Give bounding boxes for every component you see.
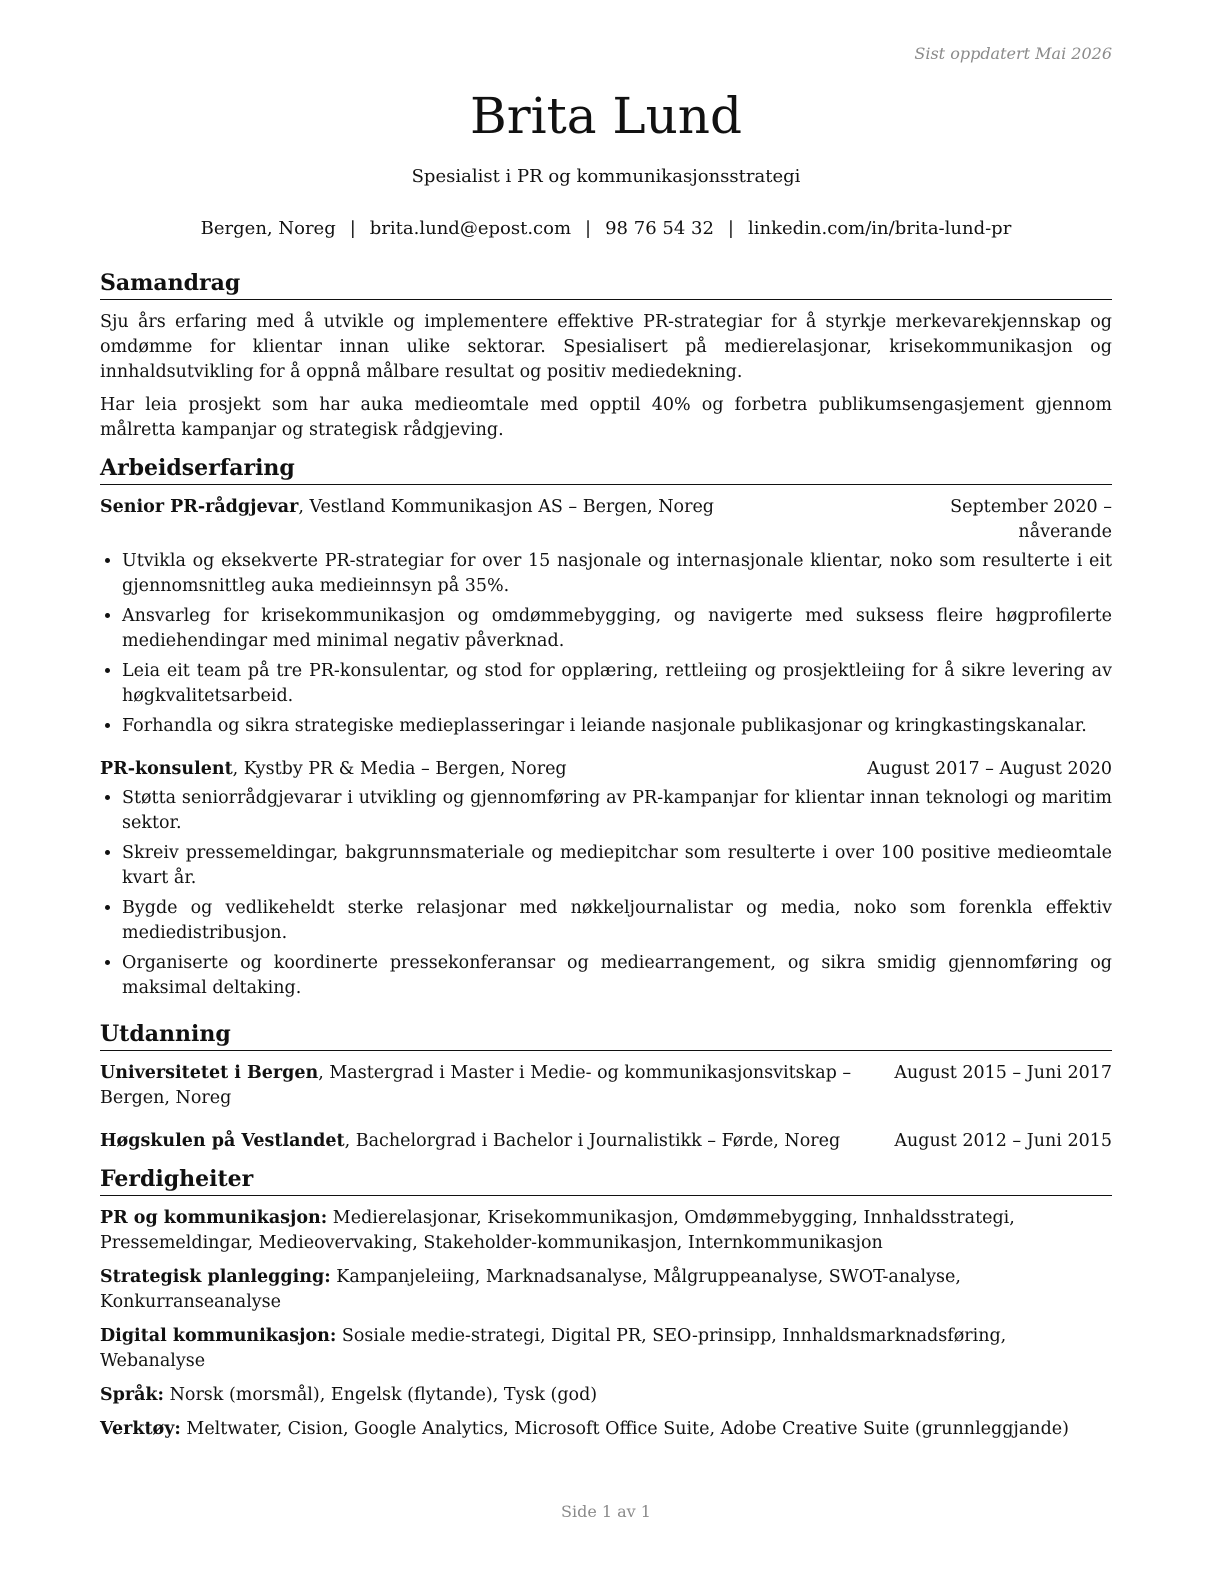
degree: , Mastergrad i Master i Medie- og kommunikasjonsvitskap – Bergen, Noreg bbox=[100, 1063, 852, 1108]
experience-section bbox=[100, 453, 1112, 1001]
summary-section bbox=[100, 268, 1112, 443]
summary-paragraph: Sju års erfaring med å utvikle og implementere effektive PR-strategiar for å styrkje merkevarekjennskap og omdømme for klientar innan ulike sektorar. Spesialisert på medierelasjonar, krisekommunikasjon og innhaldsutvikling for å oppnå målbare resultat og positiv mediedekning. bbox=[100, 312, 1112, 382]
contact-linkedin[interactable]: linkedin.com/in/brita-lund-pr bbox=[747, 218, 1012, 239]
skill-row bbox=[100, 1383, 1112, 1408]
job-header bbox=[100, 495, 1112, 545]
skill-label: Digital kommunikasjon: bbox=[100, 1326, 337, 1346]
candidate-name: Brita Lund bbox=[469, 87, 743, 145]
skill-value: Norsk (morsmål), Engelsk (flytande), Tysk (god) bbox=[164, 1385, 598, 1405]
list-item: • Ansvarleg for krisekommunikasjon og omdømmebygging, og navigerte med suksess fleire høgprofilerte mediehendingar med minimal negativ påverknad. bbox=[122, 604, 1112, 654]
skill-row bbox=[100, 1206, 1112, 1256]
list-item: • Utvikla og eksekverte PR-strategiar for over 15 nasjonale og internasjonale klientar, noko som resulterte i eit gjennomsnittleg auka medieinnsyn på 35%. bbox=[122, 549, 1112, 599]
last-updated: Sist oppdatert Mai 2026 bbox=[914, 44, 1112, 63]
section-heading: Ferdigheiter bbox=[100, 1164, 1112, 1196]
list-item: • Bygde og vedlikeheldt sterke relasjonar med nøkkeljournalistar og media, noko som forenkla effektiv mediedistribusjon. bbox=[122, 896, 1112, 946]
job-dates: August 2017 – August 2020 bbox=[867, 759, 1112, 779]
skill-label: Språk: bbox=[100, 1385, 165, 1405]
skill-value: Meltwater, Cision, Google Analytics, Microsoft Office Suite, Adobe Creative Suite (grunnleggjande) bbox=[180, 1419, 1069, 1439]
school-name: Universitetet i Bergen bbox=[100, 1063, 319, 1083]
degree: , Bachelorgrad i Bachelor i Journalistikk – Førde, Noreg bbox=[344, 1131, 841, 1151]
list-item: • Organiserte og koordinerte pressekonferansar og mediearrangement, og sikra smidig gjennomføring og maksimal deltaking. bbox=[122, 951, 1112, 1001]
list-item: • Skreiv pressemeldingar, bakgrunnsmateriale og mediepitchar som resulterte i over 100 positive medieomtale kvart år. bbox=[122, 841, 1112, 891]
section-heading: Arbeidserfaring bbox=[100, 453, 1112, 485]
job-entry bbox=[100, 757, 1112, 1001]
contact-separator: | bbox=[727, 218, 734, 239]
summary-paragraph: Har leia prosjekt som har auka medieomtale med opptil 40% og forbetra publikumsengasjement gjennom målretta kampanjar og strategisk rådgjeving. bbox=[100, 395, 1112, 440]
resume-content bbox=[100, 268, 1112, 1452]
job-dates: September 2020 – nåverande bbox=[950, 497, 1112, 542]
page-number: Side 1 av 1 bbox=[561, 1502, 651, 1521]
skill-value: Kampanjeleiing, Marknadsanalyse, Målgruppeanalyse, SWOT-analyse, Konkurranseanalyse bbox=[100, 1267, 961, 1312]
contact-separator: | bbox=[585, 218, 592, 239]
skill-label: PR og kommunikasjon: bbox=[100, 1208, 328, 1228]
list-item: • Leia eit team på tre PR-konsulentar, og stod for opplæring, rettleiing og prosjektleiing for å sikre levering av høgkvalitetsarbeid. bbox=[122, 659, 1112, 709]
education-section bbox=[100, 1019, 1112, 1154]
job-employer: , Kystby PR & Media – Bergen, Noreg bbox=[232, 759, 567, 779]
skill-label: Verktøy: bbox=[100, 1419, 181, 1439]
skill-value: Sosiale medie-strategi, Digital PR, SEO-prinsipp, Innhaldsmarknadsføring, Webanalyse bbox=[100, 1326, 1007, 1371]
job-bullets bbox=[100, 549, 1112, 739]
education-entry bbox=[100, 1129, 1112, 1154]
job-employer: , Vestland Kommunikasjon AS – Bergen, Noreg bbox=[298, 497, 715, 517]
contact-email[interactable]: brita.lund@epost.com bbox=[369, 218, 572, 239]
skill-row bbox=[100, 1265, 1112, 1315]
resume-page bbox=[100, 0, 1112, 1584]
section-heading: Samandrag bbox=[100, 268, 1112, 300]
contact-phone: 98 76 54 32 bbox=[605, 218, 714, 239]
skill-row bbox=[100, 1417, 1112, 1442]
education-dates: August 2015 – Juni 2017 bbox=[894, 1063, 1112, 1083]
candidate-title: Spesialist i PR og kommunikasjonsstrategi bbox=[411, 166, 801, 187]
section-heading: Utdanning bbox=[100, 1019, 1112, 1051]
education-dates: August 2012 – Juni 2015 bbox=[894, 1131, 1112, 1151]
contact-line bbox=[100, 218, 1112, 239]
skill-label: Strategisk planlegging: bbox=[100, 1267, 331, 1287]
list-item: • Forhandla og sikra strategiske medieplasseringar i leiande nasjonale publikasjonar og kringkastingskanalar. bbox=[122, 714, 1112, 739]
skill-row bbox=[100, 1324, 1112, 1374]
job-entry bbox=[100, 495, 1112, 739]
skills-section bbox=[100, 1164, 1112, 1442]
job-title: PR-konsulent bbox=[100, 759, 233, 779]
education-entry bbox=[100, 1061, 1112, 1111]
skill-value: Medierelasjonar, Krisekommunikasjon, Omdømmebygging, Innhaldsstrategi, Pressemeldingar, Medieovervaking, Stakeholder-kommunikasjon, Internkommunikasjon bbox=[100, 1208, 1015, 1253]
contact-location: Bergen, Noreg bbox=[200, 218, 336, 239]
job-header bbox=[100, 757, 1112, 782]
job-title: Senior PR-rådgjevar bbox=[100, 497, 299, 517]
school-name: Høgskulen på Vestlandet bbox=[100, 1131, 345, 1151]
job-bullets bbox=[100, 786, 1112, 1001]
list-item: • Støtta seniorrådgjevarar i utvikling og gjennomføring av PR-kampanjar for klientar innan teknologi og maritim sektor. bbox=[122, 786, 1112, 836]
contact-separator: | bbox=[349, 218, 356, 239]
